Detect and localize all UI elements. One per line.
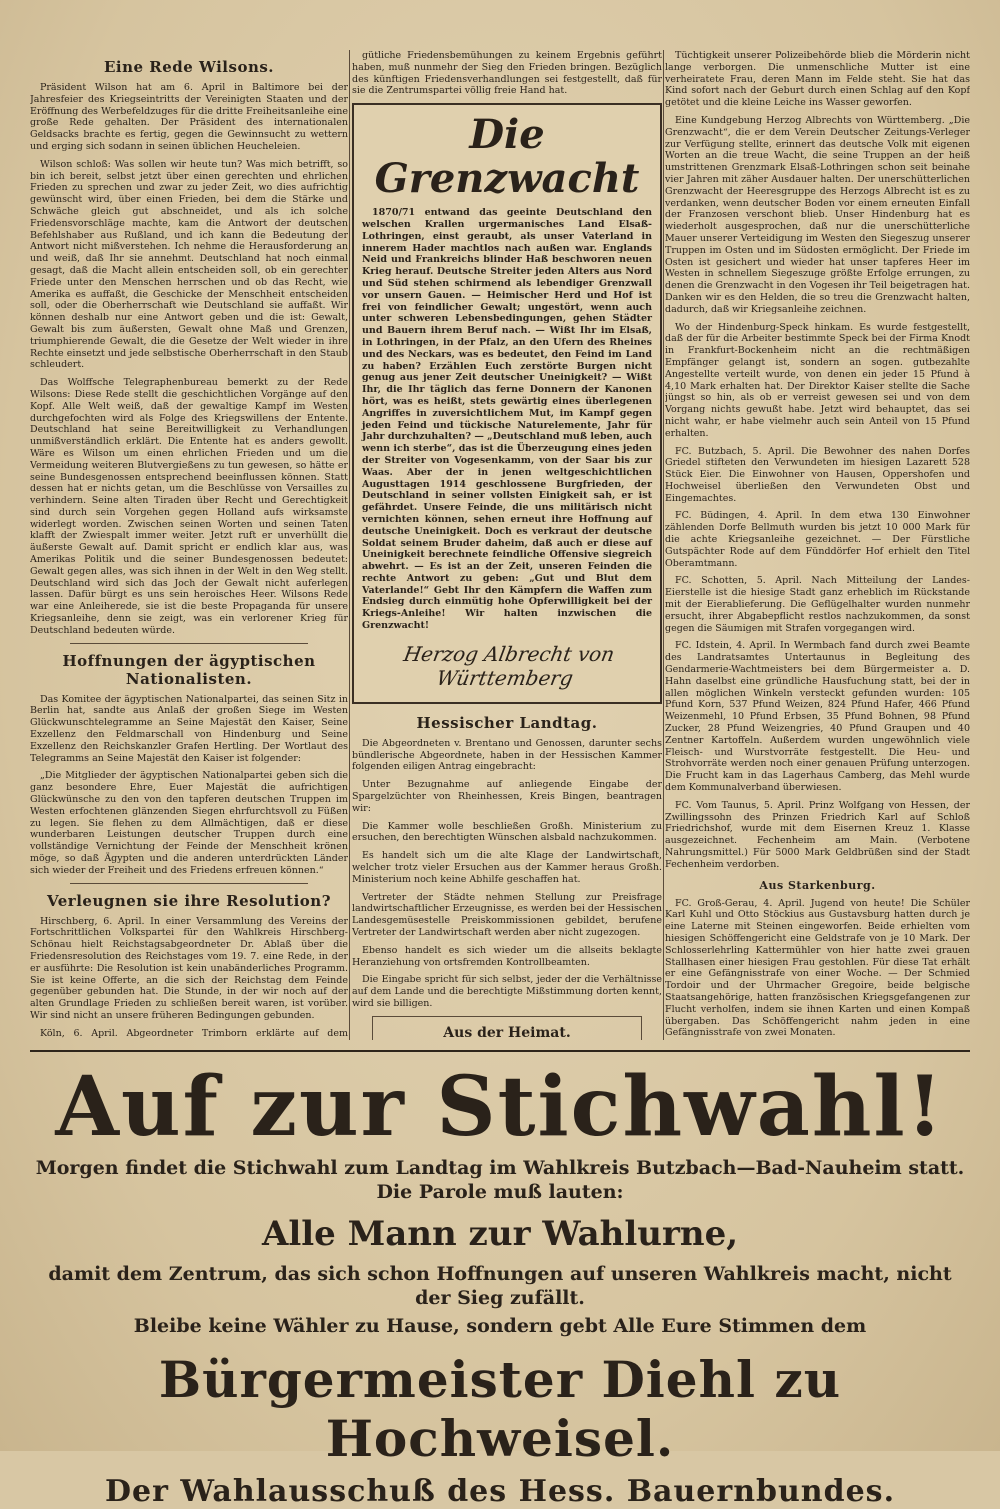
article-paragraph: Die Abgeordneten v. Brentano und Genossen, darunter sechs bündlerische Abgeordnete, haben in der Hessischen Kammer folgenden eiligen Antrag eingebracht: [352, 737, 662, 773]
article-paragraph: Das Komitee der ägyptischen Nationalpartei, das seinen Sitz in Berlin hat, sandte aus Anlaß der großen Siege im Westen Glückwunschtelegramme an Seine Majestät den Kaiser, Seine Exzellenz den Feldmarschall von Hindenburg und Seine Exzellenz den Reichskanzler Grafen Hertling. Der Wortlaut des Telegramms an Seine Majestät den Kaiser ist folgender: [30, 693, 348, 764]
article-paragraph: Tüchtigkeit unserer Polizeibehörde blieb die Mörderin nicht lange verborgen. Die unmenschliche Mutter ist eine verheiratete Frau, deren Mann im Felde steht. Sie hat das Kind sofort nach der Geburt durch einen Schlag auf den Kopf getötet und die kleine Leiche ins Wasser geworfen. [665, 50, 970, 109]
article-headline: Eine Rede Wilsons. [103, 58, 275, 76]
ad-slogan: Alle Mann zur Wahlurne, [261, 1214, 739, 1254]
divider [70, 883, 308, 884]
article-headline: Aus Starkenburg. [759, 878, 876, 892]
article-paragraph: Wilson schloß: Was sollen wir heute tun? Was mich betrifft, so bin ich bereit, selbst jetzt über einen gerechten und ehrlichen Frieden zu sprechen und zwar zu jeder Zeit, wo dies aufrichtig gewünscht wird, über einen Frieden, bei dem die Stärke und Schwäche gleich gut abschneidet, und als ich solche Friedensvorschläge machte, kam die Antwort der deutschen Befehlshaber aus Rußland, und ich kann die Bedeutung der Antwort nicht mißverstehen. Ich nehme die Herausforderung an und weiß, daß Ihr sie annehmt. Deutschland hat noch einmal gesagt, daß die Macht allein entscheiden soll, ob ein gerechter Friede unter den Menschen herrschen und ob das Recht, wie Amerika es auffaßt, die Geschicke der Menschheit entscheiden soll, oder die Oberherrschaft wie Deutschland sie auffaßt. Wir können deshalb nur eine Antwort geben und die ist: Gewalt, Gewalt bis zum äußersten, Gewalt ohne Maß und Grenzen, triumphierende Gewalt, die die Gesetze der Welt wieder in ihre Rechte einsetzt und jede selbstische Oberherrschaft in den Staub schleudert. [30, 158, 348, 371]
article-paragraph: FC. Büdingen, 4. April. In dem etwa 130 Einwohner zählenden Dorfe Bellmuth wurden bis jetzt 10 000 Mark für die achte Kriegsanleihe gezeichnet. — Der Fürstliche Gutspächter Rode auf dem Fünddörfer Hof erhielt den Titel Oberamtmann. [665, 510, 970, 569]
article-paragraph: Köln, 6. April. Abgeordneter Trimborn erklärte auf dem [40, 1027, 348, 1039]
poem-box [372, 1016, 642, 1040]
grenzwacht-box [352, 103, 662, 704]
article-paragraph: „Die Mitglieder der ägyptischen Nationalpartei geben sich die ganz besondere Ehre, Euer Majestät die aufrichtigen Glückwünsche zu den von den tapferen deutschen Truppen im Westen erfochtenen glänzenden Siegen ehrfurchtsvoll zu Füßen zu legen. Sie flehen zu dem Allmächtigen, daß er diese wunderbaren Leistungen deutscher Truppen durch eine vollständige Vernichtung der Feinde der Menschheit krönen möge, so daß Ägypten und die anderen unterdrückten Länder sich wieder der Freiheit und des Friedens erfreuen können.“ [30, 770, 348, 876]
ad-signatory: Der Wahlausschuß des Hess. Bauernbundes. [104, 1474, 896, 1509]
article-paragraph: FC. Schotten, 5. April. Nach Mitteilung der Landes-Eierstelle ist die hiesige Stadt ganz erheblich im Rückstande mit der Eierablieferung. Die Geflügelhalter wurden nunmehr ersucht, ihrer Abgabepflicht restlos nachzukommen, da sonst gegen die Säumigen mit Strafen vorgegangen wird. [665, 575, 970, 634]
article-paragraph: FC. Butzbach, 5. April. Die Bewohner des nahen Dorfes Griedel stifteten den Verwundeten im hiesigen Lazarett 528 Stück Eier. Die Einwohner von Hausen, Oppershofen und Hochweisel überließen den Verwundeten Obst und Eingemachtes. [665, 445, 970, 504]
ad-candidate: Bürgermeister Diehl zu Hochweisel. [158, 1350, 842, 1468]
poem-title: Aus der Heimat. [443, 1024, 571, 1040]
ad-text: damit dem Zentrum, das sich schon Hoffnungen auf unseren Wahlkreis macht, nicht der Sieg zufällt. [48, 1263, 952, 1309]
grenzwacht-title: Die Grenzwacht [374, 111, 640, 203]
column-left [30, 50, 348, 1040]
article-paragraph: FC. Groß-Gerau, 4. April. Jugend von heute! Die Schüler Karl Kuhl und Otto Stöckius aus Gustavsburg hatten durch je eine Laterne mit Steinen eingeworfen. Beide erhielten vom hiesigen Schöffengericht eine Geldstrafe von je 10 Mark. Der Schlosserlehrling Kattermühler von hier hatte zwei grauen Stallhasen einer hiesigen Frau gestohlen. Für diese Tat erhält er eine Gefängnisstrafe von einer Woche. — Der Schmied Tordoir und der Uhrmacher Gregoire, beide belgische Staatsangehörige, hatten französischen Kriegsgefangenen zur Flucht verholfen, indem sie ihnen Karten und einen Kompaß übergaben. Das Schöffengericht nahm jeden in eine Gefängnisstrafe von zwei Monaten. [665, 897, 970, 1039]
column-rule [349, 50, 350, 1040]
article-paragraph: Es handelt sich um die alte Klage der Landwirtschaft, welcher trotz vieler Ersuchen aus der Kammer heraus Großh. Ministerium noch keine Abhilfe geschaffen hat. [352, 850, 662, 885]
election-advertisement [30, 1059, 970, 1509]
article-paragraph: gütliche Friedensbemühungen zu keinem Ergebnis geführt haben, muß nunmehr der Sieg den Frieden bringen. Bezüglich des künftigen Friedensverhandlungen sei festgestellt, daß für sie die Zentrumspartei völlig freie Hand hat. [352, 50, 662, 97]
article-paragraph: Hirschberg, 6. April. In einer Versammlung des Vereins der Fortschrittlichen Volkspartei für den Wahlkreis Hirschberg-Schönau hielt Reichstagsabgeordneter Dr. Ablaß über die Friedensresolution des Reichstages vom 19. 7. eine Rede, in der er ausführte: Die Resolution ist kein unabänderliches Programm. Sie ist keine Offerte, an die sich der Reichstag dem Feinde gegenüber gebunden hat. Die Stunde, in der wir noch auf der alten Grundlage Frieden zu schließen bereit waren, ist vorüber. Wir sind nicht an unsere früheren Bedingungen gebunden. [30, 915, 348, 1021]
article-paragraph: Wo der Hindenburg-Speck hinkam. Es wurde festgestellt, daß der für die Arbeiter bestimmte Speck bei der Firma Knodt in Frankfurt-Bockenheim nicht an die rechtmäßigen Empfänger gelangt ist, sondern an sogen. gutbezahlte Angestellte verteilt wurde, von denen ein jeder 15 Pfund à 4,10 Mark erhalten hat. Der Direktor Kaiser stellte die Sache jüngst so hin, als ob er verreist gewesen sei und von dem Vorgang nichts gewußt habe. Jetzt wird behauptet, das sei nicht wahr, er habe vielmehr auch sein Anteil von 15 Pfund erhalten. [665, 321, 970, 439]
grenzwacht-text: 1870/71 entwand das geeinte Deutschland den welschen Krallen urgermanisches Land Elsaß-Lothringen, einst geraubt, als unser Vaterland in innerem Hader machtlos nach außen war. Englands Neid und Frankreichs blinder Haß beschworen neuen Krieg herauf. Deutsche Streiter jeden Alters aus Nord und Süd stehen schirmend als lebendiger Grenzwall vor unsern Gauen. — Heimischer Herd und Hof ist frei von feindlicher Gewalt; ungestört, wenn auch unter schweren Lebensbedingungen, gehen Städter und Bauern ihrem Beruf nach. — Wißt Ihr im Elsaß, in Lothringen, in der Pfalz, an den Ufern des Rheines und des Neckars, was es bedeutet, den Feind im Land zu haben? Erzählen Euch zerstörte Burgen nicht genug aus jener Zeit deutscher Uneinigkeit? — Wißt Ihr, die Ihr täglich das ferne Donnern der Kanonen hört, was es heißt, stets gewärtig eines überlegenen Angriffes in zuversichtlichem Mut, im Kampf gegen jeden Feind und tückische Naturelemente, Jahr für Jahr durchzuhalten? — „Deutschland muß leben, auch wenn ich sterbe“, das ist die Überzeugung eines jeden der Streiter von Vogesenkamm, von der Saar bis zur Waas. Aber der in jenen weltgeschichtlichen Augusttagen 1914 geschlossene Burgfrieden, der Deutschland in seiner vollsten Einigkeit sah, er ist gefährdet. Unsere Feinde, die uns militärisch nicht vernichten können, sehen erneut ihre Hoffnung auf deutsche Uneinigkeit. Doch es verkraut der deutsche Soldat seinem Bruder daheim, daß auch er diese auf Uneinigkeit berechnete feindliche Offensive siegreich abwehrt. — Es ist an der Zeit, unseren Feinden die rechte Antwort zu geben: „Gut und Blut dem Vaterlande!“ Gebt Ihr den Kämpfern die Waffen zum Endsieg durch einmütig hohe Opferwilligkeit bei der Kriegs-Anleihe! Wir halten inzwischen die Grenzwacht! [362, 207, 652, 632]
column-right [665, 50, 970, 1040]
signature: Herzog Albrecht von Württemberg [401, 641, 617, 690]
article-paragraph: Das Wolffsche Telegraphenbureau bemerkt zu der Rede Wilsons: Diese Rede stellt die geschichtlichen Vorgänge auf den Kopf. Alle Welt weiß, daß der gewaltige Kampf im Westen durchgefochten wird als Folge des Kriegswillens der Entente. Deutschland hat seine Bereitwilligkeit zu Verhandlungen unmißverständlich erklärt. Die Entente hat es anders gewollt. Wäre es Wilson um einen ehrlichen Frieden und um die Vermeidung weiteren Blutvergießens zu tun gewesen, so hätte er seine Bundesgenossen entsprechend beeinflussen können. Statt dessen hat er nichts getan, um die Beschlüsse von Versailles zu verhindern. Seine alten Tiraden über Recht und Gerechtigkeit sind durch sein Vorgehen gegen Holland aufs wirksamste widerlegt worden. Zwischen seinen Worten und seinen Taten klafft der Zwiespalt immer weiter. Jetzt ruft er unverhüllt die äußerste Gewalt auf. Damit spricht er endlich klar aus, was Amerikas Politik und die seiner Bundesgenossen bedeutet: Gewalt gegen alles, was sich ihnen in der Welt in den Weg stellt. Deutschland wird sich das Joch der Gewalt nicht auferlegen lassen. Dafür bürgt es uns sein heroisches Heer. Wilsons Rede war eine Anleiherede, sie ist die beste Propaganda für unsere Kriegsanleihe, denn sie zeigt, was ein verlorener Krieg für Deutschland bedeuten würde. [30, 377, 348, 636]
column-rule [663, 50, 664, 1040]
ad-title: Auf zur Stichwahl! [55, 1059, 945, 1155]
article-paragraph: Die Kammer wolle beschließen Großh. Ministerium zu ersuchen, den berechtigten Wünschen alsbald nachzukommen. [352, 820, 662, 844]
article-paragraph: Präsident Wilson hat am 6. April in Baltimore bei der Jahresfeier des Kriegseintritts der Vereinigten Staaten und der Eröffnung des Werbefeldzuges für die dritte Freiheitsanleihe eine große Rede gehalten. Der Präsident des internationalen Geldsacks brachte es fertig, gegen die Gewinnsucht zu wettern und erging sich sodann in seinen üblichen Heucheleien. [30, 82, 348, 152]
article-headline: Hoffnungen der ägyptischen Nationalisten. [62, 651, 316, 688]
article-paragraph: Eine Kundgebung Herzog Albrechts von Württemberg. „Die Grenzwacht“, die er dem Verein Deutscher Zeitungs-Verleger zur Verfügung stellte, erinnert das deutsche Volk mit eigenen Worten an die treue Wacht, die seine Truppen an der heiß umstrittenen Grenzmark Elsaß-Lothringen schon seit beinahe vier Jahren mit zäher Ausdauer halten. Der unerschütterlichen Grenzwacht der Heeresgruppe des Herzogs Albrecht ist es zu verdanken, wenn deutscher Boden vor einem erneuten Einfall der Franzosen verschont blieb. Unser Hindenburg hat es wiederholt ausgesprochen, daß nur die unerschütterliche Mauer unserer Verteidigung im Westen den Siegeszug unserer Truppen im Osten und im Südosten ermöglicht. Der Friede im Osten ist gesichert und wieder hat unser tapferes Heer im Westen in schnellem Siegeszuge größte Erfolge errungen, zu denen die Grenzwacht in den Vogesen ihr Teil beigetragen hat. Danken wir es den Helden, die so treu die Grenzwacht halten, dadurch, daß wir Kriegsanleihe zeichnen. [665, 114, 970, 315]
divider [70, 643, 308, 644]
article-headline: Hessischer Landtag. [416, 713, 598, 732]
article-paragraph: FC. Idstein, 4. April. In Wermbach fand durch zwei Beamte des Landratsamtes Untertaunus in Begleitung des Gendarmerie-Wachtmeisters bei dem Bürgermeister a. D. Hahn daselbst eine gründliche Hausfuchung statt, bei der in allen möglichen Winkeln versteckt gefunden wurden: 105 Pfund Korn, 537 Pfund Weizen, 824 Pfund Hafer, 466 Pfund Weizenmehl, 10 Pfund Erbsen, 35 Pfund Bohnen, 98 Pfund Zucker, 28 Pfund Weizengries, 40 Pfund Graupen und 40 Zentner Kartoffeln. Außerdem wurden ungewöhnlich viele Fleisch- und Wurstvorräte festgestellt. Die Heu- und Strohvorräte werden noch einer genauen Prüfung unterzogen. Die Frucht kam in das Lagerhaus Camberg, das Mehl wurde dem Kommunalverband überwiesen. [665, 640, 970, 794]
ad-text: Bleibe keine Wähler zu Hause, sondern gebt Alle Eure Stimmen dem [133, 1315, 867, 1337]
section-divider [30, 1050, 970, 1052]
article-paragraph: Vertreter der Städte nehmen Stellung zur Preisfrage landwirtschaftlicher Erzeugnisse, es werden bei der Hessischen Landesgemüsestelle Preiskommissionen gebildet, berufene Vertreter der Landwirtschaft werden aber nicht zugezogen. [352, 891, 662, 939]
article-headline: Verleugnen sie ihre Resolution? [47, 891, 331, 910]
column-middle [352, 50, 662, 1040]
article-paragraph: Die Eingabe spricht für sich selbst, jeder der die Verhältnisse auf dem Lande und die berechtigte Mißstimmung dorten kennt, wird sie billigen. [352, 974, 662, 1010]
ad-text: Morgen findet die Stichwahl zum Landtag im Wahlkreis Butzbach—Bad-Nauheim statt. Die Parole muß lauten: [35, 1157, 965, 1203]
article-paragraph: Unter Bezugnahme auf anliegende Eingabe der Spargelzüchter von Rheinhessen, Kreis Bingen, beantragen wir: [352, 779, 662, 814]
article-paragraph: Ebenso handelt es sich wieder um die allseits beklagte Heranziehung von ortsfremden Kontrollbeamten. [352, 944, 662, 968]
article-paragraph: FC. Vom Taunus, 5. April. Prinz Wolfgang von Hessen, der Zwillingssohn des Prinzen Friedrich Karl auf Schloß Friedrichshof, wurde mit dem Eisernen Kreuz 1. Klasse ausgezeichnet. Fechenheim am Main. (Verbotene Nahrungsmittel.) Für 5000 Mark Geldbrüßen sind der Stadt Fechenheim verdorben. [665, 799, 970, 870]
